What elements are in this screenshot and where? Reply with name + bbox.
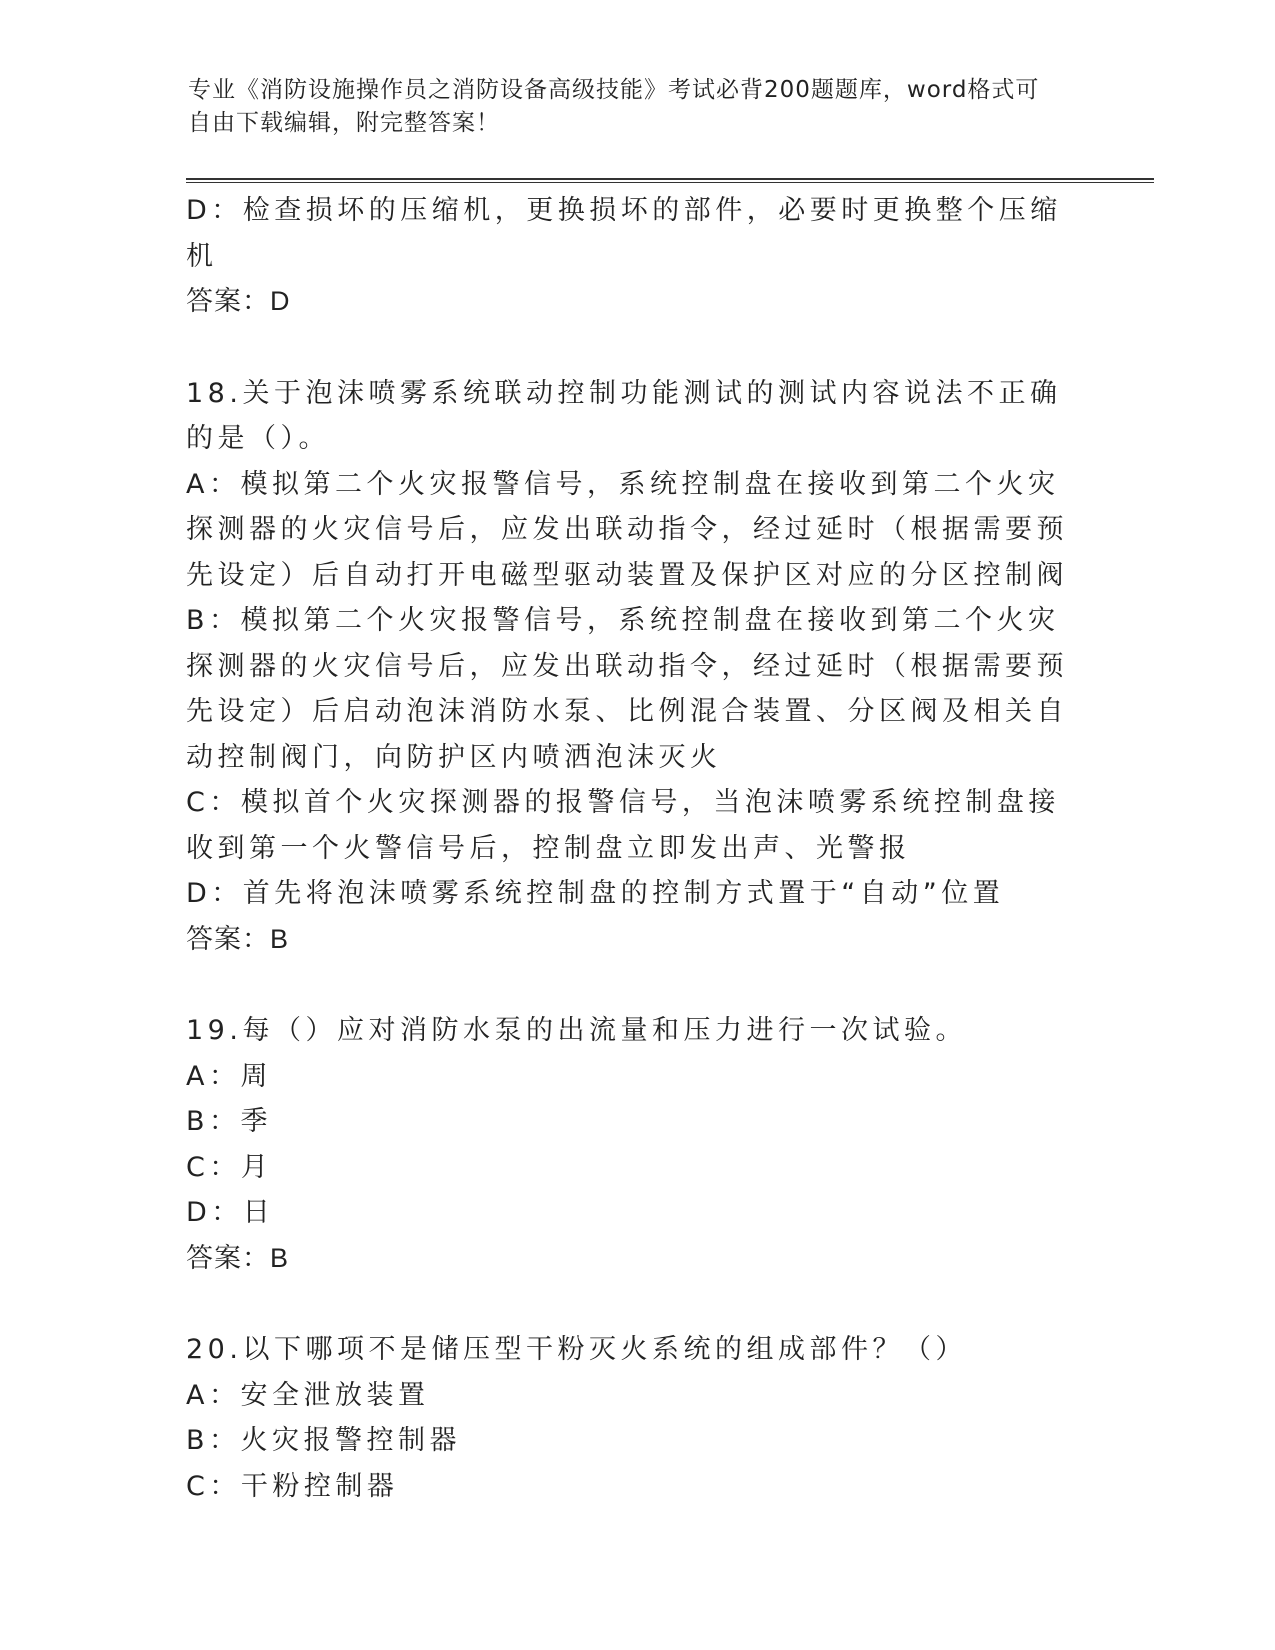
header-divider bbox=[186, 178, 1154, 184]
question-20 bbox=[186, 1327, 1086, 1509]
answer: 答案：B bbox=[186, 923, 290, 954]
option-b: B：季 bbox=[186, 1106, 273, 1137]
option-d: D：首先将泡沫喷雾系统控制盘的控制方式置于“自动”位置 bbox=[186, 878, 1005, 909]
page-header bbox=[188, 74, 1068, 140]
question-19 bbox=[186, 1008, 1086, 1281]
question-stem: 20.以下哪项不是储压型干粉灭火系统的组成部件？（） bbox=[186, 1334, 967, 1365]
answer: 答案：B bbox=[186, 1242, 290, 1273]
option-b: B：火灾报警控制器 bbox=[186, 1425, 462, 1456]
option-c: C：干粉控制器 bbox=[186, 1470, 399, 1502]
header-divider-thin bbox=[186, 182, 1154, 183]
option-d: D：检查损坏的压缩机，更换损坏的部件，必要时更换整个压缩机 bbox=[186, 195, 1062, 272]
prev-question-tail bbox=[186, 188, 1086, 325]
option-a: A：安全泄放装置 bbox=[186, 1379, 430, 1411]
option-b: B：模拟第二个火灾报警信号，系统控制盘在接收到第二个火灾探测器的火灾信号后，应发出联动指令，经过延时（根据需要预先设定）后启动泡沫消防水泵、比例混合装置、分区阀及相关自动控制阀门，向防护区内喷洒泡沫灭火 bbox=[186, 605, 1068, 773]
option-c: C：月 bbox=[186, 1151, 273, 1183]
option-c: C：模拟首个火灾探测器的报警信号，当泡沫喷雾系统控制盘接收到第一个火警信号后，控制盘立即发出声、光警报 bbox=[186, 787, 1060, 864]
option-a: A：周 bbox=[186, 1060, 272, 1092]
document-body bbox=[186, 188, 1086, 1509]
option-a: A：模拟第二个火灾报警信号，系统控制盘在接收到第二个火灾探测器的火灾信号后，应发出联动指令，经过延时（根据需要预先设定）后自动打开电磁型驱动装置及保护区对应的分区控制阀 bbox=[186, 468, 1068, 591]
option-d: D：日 bbox=[186, 1197, 275, 1228]
question-stem: 19.每（）应对消防水泵的出流量和压力进行一次试验。 bbox=[186, 1015, 967, 1046]
question-18 bbox=[186, 371, 1086, 963]
answer: 答案：D bbox=[186, 286, 291, 316]
header-title-line1: 专业《消防设施操作员之消防设备高级技能》考试必背200题题库，word格式可 bbox=[188, 77, 1040, 103]
question-stem: 18.关于泡沫喷雾系统联动控制功能测试的测试内容说法不正确的是（）。 bbox=[186, 377, 1062, 454]
header-title-line2: 自由下载编辑，附完整答案！ bbox=[188, 110, 500, 136]
header-divider-thick bbox=[186, 178, 1154, 180]
